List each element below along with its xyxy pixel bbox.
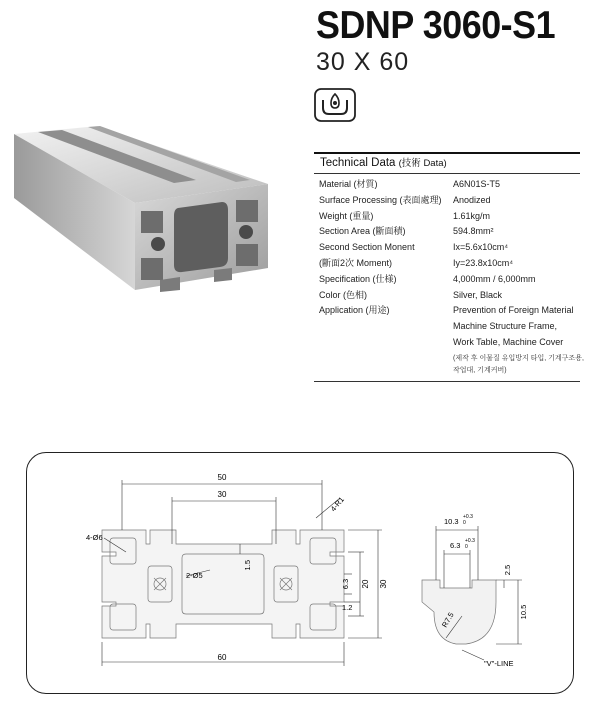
- dim-20: 20: [361, 579, 370, 589]
- technical-data-table: [314, 152, 584, 382]
- detail-height-10-5: 10.5: [519, 604, 528, 620]
- spec-value: 594.8mm²: [453, 226, 494, 237]
- spec-label: Weight (重量): [319, 210, 374, 221]
- table-bottom-rule: [314, 381, 580, 382]
- spec-value: Anodized: [453, 194, 491, 205]
- spec-label: Application (用途): [319, 305, 390, 316]
- spec-notes: [314, 353, 584, 377]
- spec-value: A6N01S-T5: [453, 179, 501, 189]
- product-model-title: SDNP 3060-S1: [316, 4, 556, 47]
- dim-60: 60: [217, 653, 227, 662]
- spec-note-line: 작업대, 기계커버): [453, 366, 507, 374]
- product-size: 30 X 60: [316, 48, 410, 76]
- detail-width-10-3: 10.3: [444, 517, 459, 526]
- spec-value: 1.61kg/m: [453, 210, 491, 221]
- detail-width-6-3-tol: +0.3: [465, 538, 475, 544]
- dim-2-d5: 2-Ø5: [186, 571, 203, 580]
- dim-1-2: 1.2: [342, 603, 353, 612]
- spec-value: Iy=23.8x10cm⁴: [453, 257, 514, 268]
- spec-row: [314, 209, 580, 225]
- spec-label: Specification (仕様): [319, 273, 397, 284]
- v-slot-bolt-icon: [314, 88, 356, 122]
- spec-value: Machine Structure Frame,: [453, 321, 558, 332]
- spec-label: (斷面2次 Moment): [319, 257, 393, 268]
- dim-4-r1: 4-R1: [328, 495, 346, 514]
- spec-label: Color (色相): [319, 289, 368, 300]
- spec-value: Work Table, Machine Cover: [453, 336, 564, 347]
- table-header-rule: [314, 173, 580, 174]
- detail-height-2-5: 2.5: [503, 564, 512, 576]
- dim-50: 50: [217, 473, 227, 482]
- dim-1-5: 1.5: [243, 560, 252, 571]
- dim-6-3: 6.3: [341, 578, 350, 590]
- table-header: [314, 154, 580, 173]
- spec-row: [314, 256, 580, 272]
- spec-label: Surface Processing (表面處理): [319, 194, 442, 205]
- spec-row: [314, 224, 580, 240]
- spec-rows: [314, 177, 580, 351]
- detail-width-10-3-tol: +0.3: [463, 514, 473, 520]
- spec-label: Section Area (斷面積): [319, 226, 406, 237]
- profile-photo: [0, 120, 305, 335]
- detail-width-10-3-tol2: 0: [463, 520, 466, 526]
- spec-label: Second Section Monent: [319, 242, 415, 253]
- dim-4-d6: 4-Ø6: [86, 533, 103, 542]
- spec-label: [314, 319, 453, 335]
- detail-width-6-3: 6.3: [450, 541, 461, 550]
- spec-value: Ix=5.6x10cm⁴: [453, 242, 509, 253]
- spec-row: [314, 272, 580, 288]
- spec-value: 4,000mm / 6,000mm: [453, 273, 536, 284]
- technical-drawing: [26, 452, 574, 694]
- spec-note-line: (제작 후 이물질 유입방지 타입, 기계구조용,: [453, 354, 584, 362]
- detail-v-line: "V"-LINE: [484, 659, 514, 668]
- spec-row: [314, 335, 580, 351]
- table-title: Technical Data: [320, 157, 396, 169]
- spec-row: [314, 288, 580, 304]
- spec-row: [314, 319, 580, 335]
- table-title-sub: (技術 Data): [398, 158, 447, 169]
- detail-radius-r7-5: R7.5: [439, 610, 456, 629]
- spec-row: [314, 240, 580, 256]
- spec-value: Prevention of Foreign Material: [453, 305, 574, 316]
- dim-30-vertical: 30: [379, 579, 388, 589]
- spec-label: Material (材質): [319, 179, 378, 189]
- dim-30: 30: [217, 490, 227, 499]
- spec-row: [314, 193, 580, 209]
- spec-label: [314, 335, 453, 351]
- detail-width-6-3-tol2: 0: [465, 544, 468, 550]
- spec-value: Silver, Black: [453, 289, 503, 300]
- spec-row: [314, 303, 580, 319]
- spec-row: [314, 177, 580, 193]
